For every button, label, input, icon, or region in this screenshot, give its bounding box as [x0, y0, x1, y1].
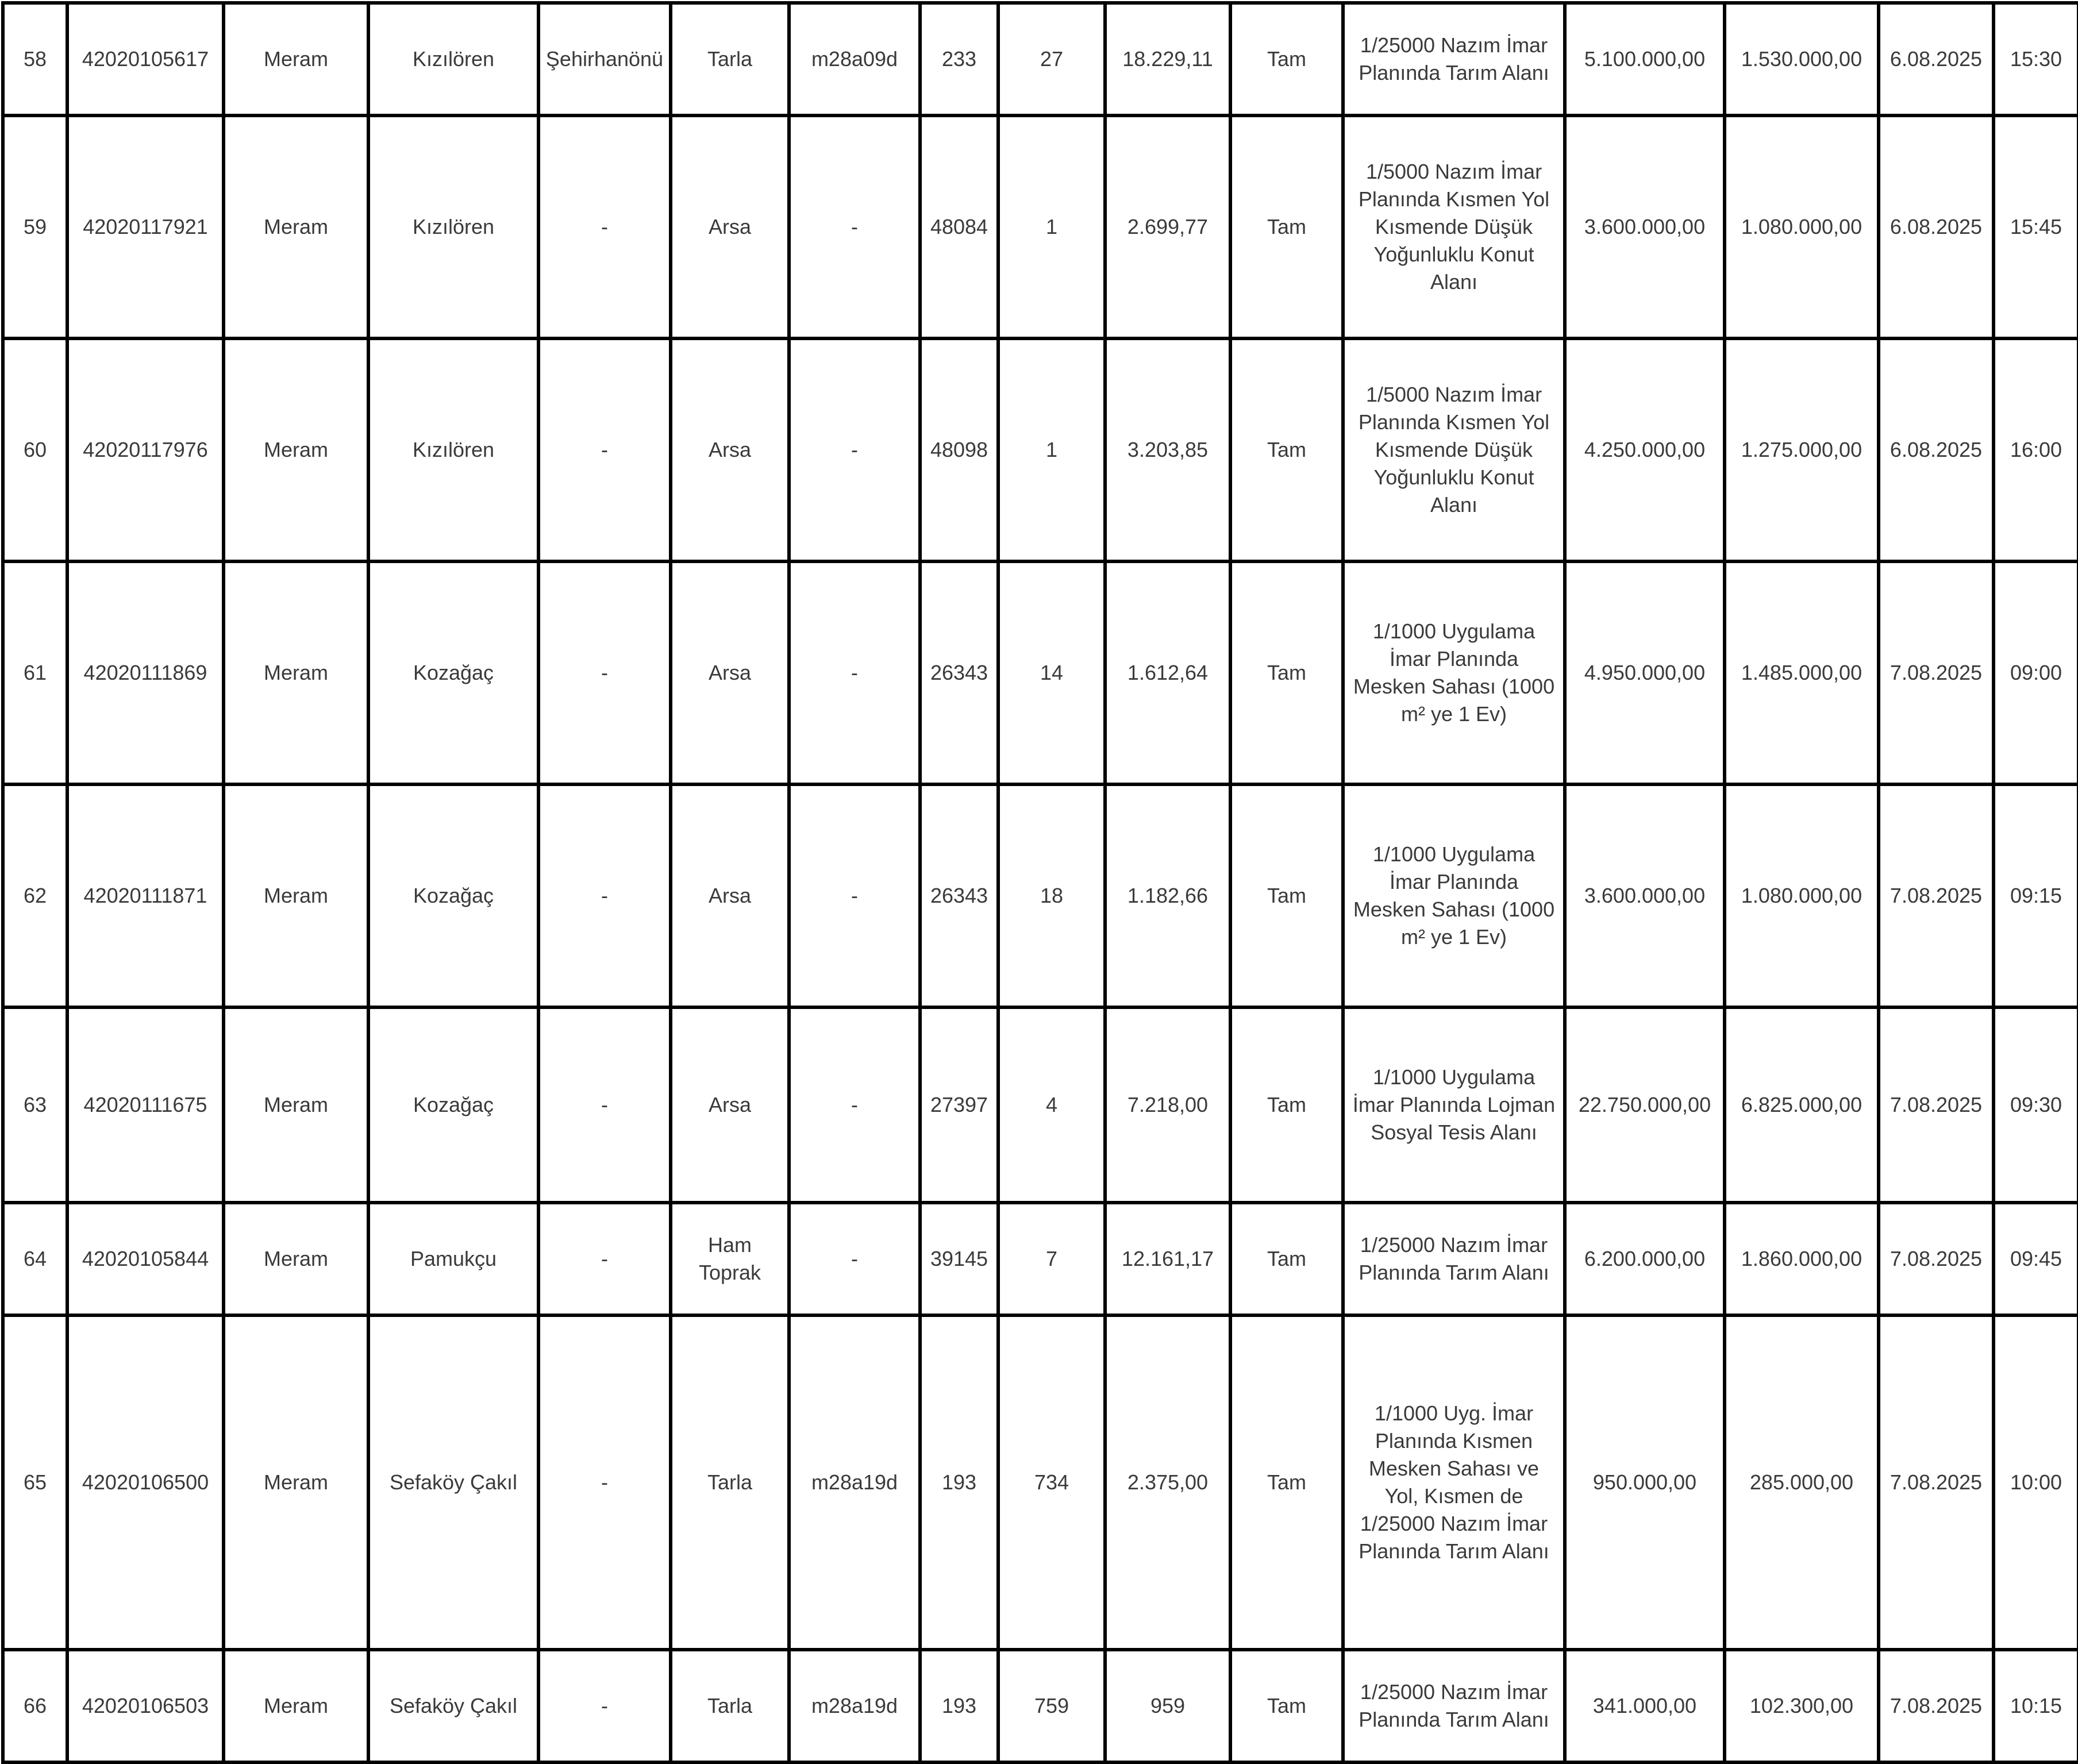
property-type-cell: Tarla [671, 3, 789, 115]
row-number-cell: 58 [3, 3, 67, 115]
parcel-number-cell: 759 [998, 1650, 1105, 1762]
table-row [3, 3, 2078, 115]
property-id-cell: 42020105617 [67, 3, 224, 115]
parcel-number-cell: 18 [998, 784, 1105, 1007]
auction-time-cell: 16:00 [1994, 338, 2078, 561]
locality-cell: - [538, 1315, 671, 1650]
property-type-cell: Arsa [671, 561, 789, 784]
block-number-cell: 233 [920, 3, 998, 115]
guarantee-deposit-cell: 6.825.000,00 [1725, 1007, 1879, 1203]
auction-date-cell: 7.08.2025 [1879, 1203, 1994, 1315]
share-cell: Tam [1230, 1650, 1343, 1762]
zoning-status-cell: 1/25000 Nazım İmar Planında Tarım Alanı [1343, 1203, 1565, 1315]
share-cell: Tam [1230, 1203, 1343, 1315]
row-number-cell: 64 [3, 1203, 67, 1315]
estimated-value-cell: 950.000,00 [1565, 1315, 1725, 1650]
auction-time-cell: 09:15 [1994, 784, 2078, 1007]
neighborhood-cell: Kozağaç [368, 784, 538, 1007]
district-cell: Meram [224, 561, 368, 784]
area-m2-cell: 1.182,66 [1105, 784, 1230, 1007]
zoning-status-cell: 1/5000 Nazım İmar Planında Kısmen Yol Kısmende Düşük Yoğunluklu Konut Alanı [1343, 338, 1565, 561]
map-sheet-cell: - [789, 338, 920, 561]
auction-time-cell: 09:30 [1994, 1007, 2078, 1203]
guarantee-deposit-cell: 285.000,00 [1725, 1315, 1879, 1650]
estimated-value-cell: 3.600.000,00 [1565, 115, 1725, 338]
estimated-value-cell: 5.100.000,00 [1565, 3, 1725, 115]
zoning-status-cell: 1/5000 Nazım İmar Planında Kısmen Yol Kısmende Düşük Yoğunluklu Konut Alanı [1343, 115, 1565, 338]
property-type-cell: Arsa [671, 1007, 789, 1203]
guarantee-deposit-cell: 1.860.000,00 [1725, 1203, 1879, 1315]
property-type-cell: Arsa [671, 784, 789, 1007]
auction-date-cell: 6.08.2025 [1879, 115, 1994, 338]
parcel-number-cell: 1 [998, 115, 1105, 338]
estimated-value-cell: 4.950.000,00 [1565, 561, 1725, 784]
locality-cell: - [538, 115, 671, 338]
table-row [3, 1007, 2078, 1203]
guarantee-deposit-cell: 1.080.000,00 [1725, 784, 1879, 1007]
zoning-status-cell: 1/1000 Uygulama İmar Planında Mesken Sahası (1000 m² ye 1 Ev) [1343, 561, 1565, 784]
neighborhood-cell: Kozağaç [368, 1007, 538, 1203]
auction-time-cell: 09:00 [1994, 561, 2078, 784]
property-type-cell: Arsa [671, 338, 789, 561]
property-type-cell: Tarla [671, 1315, 789, 1650]
area-m2-cell: 3.203,85 [1105, 338, 1230, 561]
zoning-status-cell: 1/25000 Nazım İmar Planında Tarım Alanı [1343, 1650, 1565, 1762]
block-number-cell: 48098 [920, 338, 998, 561]
locality-cell: Şehirhanönü [538, 3, 671, 115]
locality-cell: - [538, 1203, 671, 1315]
estimated-value-cell: 3.600.000,00 [1565, 784, 1725, 1007]
property-id-cell: 42020117921 [67, 115, 224, 338]
auction-date-cell: 7.08.2025 [1879, 1007, 1994, 1203]
parcel-number-cell: 734 [998, 1315, 1105, 1650]
block-number-cell: 26343 [920, 561, 998, 784]
neighborhood-cell: Kızılören [368, 115, 538, 338]
row-number-cell: 61 [3, 561, 67, 784]
row-number-cell: 63 [3, 1007, 67, 1203]
locality-cell: - [538, 338, 671, 561]
share-cell: Tam [1230, 115, 1343, 338]
neighborhood-cell: Pamukçu [368, 1203, 538, 1315]
property-type-cell: Ham Toprak [671, 1203, 789, 1315]
map-sheet-cell: - [789, 1203, 920, 1315]
property-id-cell: 42020111871 [67, 784, 224, 1007]
locality-cell: - [538, 1650, 671, 1762]
map-sheet-cell: - [789, 561, 920, 784]
parcel-number-cell: 4 [998, 1007, 1105, 1203]
auction-date-cell: 7.08.2025 [1879, 1315, 1994, 1650]
locality-cell: - [538, 1007, 671, 1203]
table-body [3, 3, 2078, 1762]
property-type-cell: Tarla [671, 1650, 789, 1762]
auction-time-cell: 10:00 [1994, 1315, 2078, 1650]
area-m2-cell: 2.375,00 [1105, 1315, 1230, 1650]
property-id-cell: 42020105844 [67, 1203, 224, 1315]
row-number-cell: 66 [3, 1650, 67, 1762]
share-cell: Tam [1230, 1315, 1343, 1650]
auction-date-cell: 6.08.2025 [1879, 338, 1994, 561]
block-number-cell: 39145 [920, 1203, 998, 1315]
row-number-cell: 60 [3, 338, 67, 561]
neighborhood-cell: Kozağaç [368, 561, 538, 784]
district-cell: Meram [224, 115, 368, 338]
property-id-cell: 42020117976 [67, 338, 224, 561]
guarantee-deposit-cell: 102.300,00 [1725, 1650, 1879, 1762]
district-cell: Meram [224, 3, 368, 115]
zoning-status-cell: 1/1000 Uygulama İmar Planında Lojman Sosyal Tesis Alanı [1343, 1007, 1565, 1203]
guarantee-deposit-cell: 1.485.000,00 [1725, 561, 1879, 784]
parcel-number-cell: 7 [998, 1203, 1105, 1315]
property-type-cell: Arsa [671, 115, 789, 338]
auction-time-cell: 09:45 [1994, 1203, 2078, 1315]
table-row [3, 561, 2078, 784]
district-cell: Meram [224, 1203, 368, 1315]
district-cell: Meram [224, 338, 368, 561]
table-row [3, 115, 2078, 338]
property-id-cell: 42020106503 [67, 1650, 224, 1762]
parcel-number-cell: 14 [998, 561, 1105, 784]
neighborhood-cell: Kızılören [368, 3, 538, 115]
map-sheet-cell: m28a19d [789, 1650, 920, 1762]
row-number-cell: 65 [3, 1315, 67, 1650]
block-number-cell: 193 [920, 1650, 998, 1762]
share-cell: Tam [1230, 561, 1343, 784]
district-cell: Meram [224, 1007, 368, 1203]
row-number-cell: 59 [3, 115, 67, 338]
table-row [3, 784, 2078, 1007]
table-row [3, 1203, 2078, 1315]
neighborhood-cell: Sefaköy Çakıl [368, 1650, 538, 1762]
block-number-cell: 27397 [920, 1007, 998, 1203]
area-m2-cell: 12.161,17 [1105, 1203, 1230, 1315]
map-sheet-cell: - [789, 784, 920, 1007]
neighborhood-cell: Sefaköy Çakıl [368, 1315, 538, 1650]
estimated-value-cell: 22.750.000,00 [1565, 1007, 1725, 1203]
auction-time-cell: 15:30 [1994, 3, 2078, 115]
zoning-status-cell: 1/1000 Uyg. İmar Planında Kısmen Mesken Sahası ve Yol, Kısmen de 1/25000 Nazım İmar Planında Tarım Alanı [1343, 1315, 1565, 1650]
auction-time-cell: 15:45 [1994, 115, 2078, 338]
parcel-number-cell: 1 [998, 338, 1105, 561]
locality-cell: - [538, 561, 671, 784]
area-m2-cell: 7.218,00 [1105, 1007, 1230, 1203]
zoning-status-cell: 1/25000 Nazım İmar Planında Tarım Alanı [1343, 3, 1565, 115]
estimated-value-cell: 6.200.000,00 [1565, 1203, 1725, 1315]
neighborhood-cell: Kızılören [368, 338, 538, 561]
auction-date-cell: 6.08.2025 [1879, 3, 1994, 115]
share-cell: Tam [1230, 3, 1343, 115]
estimated-value-cell: 4.250.000,00 [1565, 338, 1725, 561]
share-cell: Tam [1230, 784, 1343, 1007]
map-sheet-cell: - [789, 1007, 920, 1203]
district-cell: Meram [224, 784, 368, 1007]
area-m2-cell: 959 [1105, 1650, 1230, 1762]
zoning-status-cell: 1/1000 Uygulama İmar Planında Mesken Sahası (1000 m² ye 1 Ev) [1343, 784, 1565, 1007]
district-cell: Meram [224, 1315, 368, 1650]
estimated-value-cell: 341.000,00 [1565, 1650, 1725, 1762]
block-number-cell: 26343 [920, 784, 998, 1007]
table-row [3, 1650, 2078, 1762]
auction-time-cell: 10:15 [1994, 1650, 2078, 1762]
parcel-auction-table [1, 1, 2078, 1764]
map-sheet-cell: m28a19d [789, 1315, 920, 1650]
auction-date-cell: 7.08.2025 [1879, 561, 1994, 784]
property-id-cell: 42020106500 [67, 1315, 224, 1650]
block-number-cell: 193 [920, 1315, 998, 1650]
auction-date-cell: 7.08.2025 [1879, 784, 1994, 1007]
block-number-cell: 48084 [920, 115, 998, 338]
row-number-cell: 62 [3, 784, 67, 1007]
map-sheet-cell: m28a09d [789, 3, 920, 115]
auction-date-cell: 7.08.2025 [1879, 1650, 1994, 1762]
parcel-number-cell: 27 [998, 3, 1105, 115]
property-id-cell: 42020111675 [67, 1007, 224, 1203]
table-row [3, 338, 2078, 561]
locality-cell: - [538, 784, 671, 1007]
area-m2-cell: 1.612,64 [1105, 561, 1230, 784]
district-cell: Meram [224, 1650, 368, 1762]
property-id-cell: 42020111869 [67, 561, 224, 784]
share-cell: Tam [1230, 338, 1343, 561]
guarantee-deposit-cell: 1.275.000,00 [1725, 338, 1879, 561]
guarantee-deposit-cell: 1.080.000,00 [1725, 115, 1879, 338]
share-cell: Tam [1230, 1007, 1343, 1203]
map-sheet-cell: - [789, 115, 920, 338]
table-row [3, 1315, 2078, 1650]
guarantee-deposit-cell: 1.530.000,00 [1725, 3, 1879, 115]
area-m2-cell: 2.699,77 [1105, 115, 1230, 338]
area-m2-cell: 18.229,11 [1105, 3, 1230, 115]
